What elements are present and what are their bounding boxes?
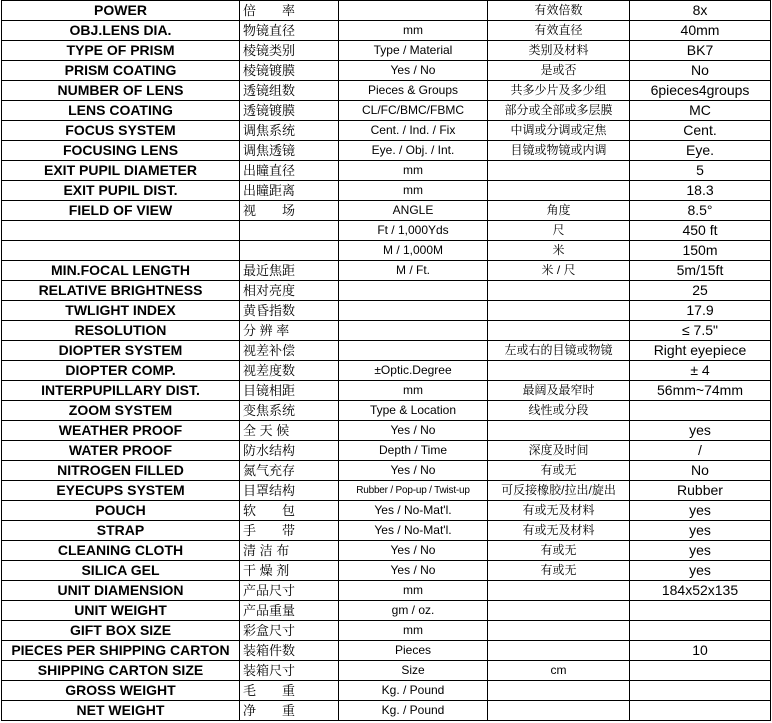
spec-value bbox=[630, 621, 771, 641]
spec-note: 线性或分段 bbox=[488, 401, 630, 421]
spec-table-body bbox=[2, 1, 771, 721]
spec-value: / bbox=[630, 441, 771, 461]
spec-name-en: OBJ.LENS DIA. bbox=[2, 21, 240, 41]
spec-value: 25 bbox=[630, 281, 771, 301]
spec-value: 184x52x135 bbox=[630, 581, 771, 601]
spec-name-en: FOCUS SYSTEM bbox=[2, 121, 240, 141]
spec-name-cn: 净 重 bbox=[240, 701, 339, 721]
spec-name-en: NUMBER OF LENS bbox=[2, 81, 240, 101]
spec-value: MC bbox=[630, 101, 771, 121]
spec-note: 有效倍数 bbox=[488, 1, 630, 21]
spec-note: 米 / 尺 bbox=[488, 261, 630, 281]
spec-note bbox=[488, 161, 630, 181]
spec-name-en: NITROGEN FILLED bbox=[2, 461, 240, 481]
spec-name-en: SILICA GEL bbox=[2, 561, 240, 581]
table-row bbox=[2, 61, 771, 81]
spec-name-cn: 产品重量 bbox=[240, 601, 339, 621]
spec-value: Rubber bbox=[630, 481, 771, 501]
spec-name-cn: 变焦系统 bbox=[240, 401, 339, 421]
spec-name-cn: 手 带 bbox=[240, 521, 339, 541]
spec-name-cn: 倍 率 bbox=[240, 1, 339, 21]
spec-value: 150m bbox=[630, 241, 771, 261]
spec-name-en: TYPE OF PRISM bbox=[2, 41, 240, 61]
spec-value: 8x bbox=[630, 1, 771, 21]
spec-unit bbox=[339, 281, 488, 301]
spec-note: 有或无 bbox=[488, 461, 630, 481]
spec-name-cn: 调焦透镜 bbox=[240, 141, 339, 161]
spec-unit: Size bbox=[339, 661, 488, 681]
spec-unit: Kg. / Pound bbox=[339, 701, 488, 721]
spec-name-cn: 目镜相距 bbox=[240, 381, 339, 401]
spec-name-cn: 彩盒尺寸 bbox=[240, 621, 339, 641]
spec-note: 最阔及最窄时 bbox=[488, 381, 630, 401]
spec-value: No bbox=[630, 461, 771, 481]
spec-unit bbox=[339, 1, 488, 21]
spec-note bbox=[488, 301, 630, 321]
spec-unit: Type & Location bbox=[339, 401, 488, 421]
spec-note: 米 bbox=[488, 241, 630, 261]
spec-name-en: CLEANING CLOTH bbox=[2, 541, 240, 561]
spec-note: 可反接橡胶/拉出/旋出 bbox=[488, 481, 630, 501]
spec-name-cn: 清 洁 布 bbox=[240, 541, 339, 561]
spec-unit: M / 1,000M bbox=[339, 241, 488, 261]
spec-value: 17.9 bbox=[630, 301, 771, 321]
spec-unit: Type / Material bbox=[339, 41, 488, 61]
spec-unit: Yes / No bbox=[339, 461, 488, 481]
spec-note: 类别及材料 bbox=[488, 41, 630, 61]
spec-name-en: EYECUPS SYSTEM bbox=[2, 481, 240, 501]
spec-unit: Kg. / Pound bbox=[339, 681, 488, 701]
spec-note: 部分或全部或多层膜 bbox=[488, 101, 630, 121]
spec-name-cn: 调焦系统 bbox=[240, 121, 339, 141]
table-row bbox=[2, 561, 771, 581]
spec-note: 有效直径 bbox=[488, 21, 630, 41]
table-row bbox=[2, 361, 771, 381]
table-row bbox=[2, 141, 771, 161]
spec-unit: Ft / 1,000Yds bbox=[339, 221, 488, 241]
spec-name-cn: 装箱件数 bbox=[240, 641, 339, 661]
spec-name-cn: 视差度数 bbox=[240, 361, 339, 381]
table-row bbox=[2, 181, 771, 201]
spec-name-en bbox=[2, 241, 240, 261]
table-row bbox=[2, 1, 771, 21]
spec-note bbox=[488, 701, 630, 721]
spec-unit: mm bbox=[339, 381, 488, 401]
table-row bbox=[2, 341, 771, 361]
spec-value: 5 bbox=[630, 161, 771, 181]
spec-name-cn: 装箱尺寸 bbox=[240, 661, 339, 681]
spec-name-cn: 棱镜镀膜 bbox=[240, 61, 339, 81]
table-row bbox=[2, 161, 771, 181]
spec-unit: ±Optic.Degree bbox=[339, 361, 488, 381]
spec-name-en: GROSS WEIGHT bbox=[2, 681, 240, 701]
spec-value: 450 ft bbox=[630, 221, 771, 241]
spec-name-cn: 相对亮度 bbox=[240, 281, 339, 301]
spec-note bbox=[488, 581, 630, 601]
spec-name-en: MIN.FOCAL LENGTH bbox=[2, 261, 240, 281]
table-row bbox=[2, 461, 771, 481]
spec-value: ≤ 7.5" bbox=[630, 321, 771, 341]
spec-name-en: PIECES PER SHIPPING CARTON bbox=[2, 641, 240, 661]
spec-value: ± 4 bbox=[630, 361, 771, 381]
spec-note bbox=[488, 361, 630, 381]
spec-value: yes bbox=[630, 561, 771, 581]
table-row bbox=[2, 101, 771, 121]
table-row bbox=[2, 701, 771, 721]
table-row bbox=[2, 661, 771, 681]
spec-value: yes bbox=[630, 521, 771, 541]
spec-name-en: PRISM COATING bbox=[2, 61, 240, 81]
spec-unit: Yes / No-Mat'l. bbox=[339, 521, 488, 541]
spec-name-cn: 目罩结构 bbox=[240, 481, 339, 501]
spec-value bbox=[630, 601, 771, 621]
table-row bbox=[2, 621, 771, 641]
spec-name-cn: 分 辨 率 bbox=[240, 321, 339, 341]
spec-unit: ANGLE bbox=[339, 201, 488, 221]
table-row bbox=[2, 601, 771, 621]
spec-value bbox=[630, 681, 771, 701]
spec-unit: Eye. / Obj. / Int. bbox=[339, 141, 488, 161]
spec-name-cn: 干 燥 剂 bbox=[240, 561, 339, 581]
spec-value: No bbox=[630, 61, 771, 81]
spec-name-en: DIOPTER SYSTEM bbox=[2, 341, 240, 361]
spec-note bbox=[488, 281, 630, 301]
spec-name-cn: 全 天 候 bbox=[240, 421, 339, 441]
table-row bbox=[2, 281, 771, 301]
spec-name-cn: 视 场 bbox=[240, 201, 339, 221]
spec-name-en: FIELD OF VIEW bbox=[2, 201, 240, 221]
spec-note: 左或右的目镜或物镜 bbox=[488, 341, 630, 361]
spec-name-cn: 氮气充存 bbox=[240, 461, 339, 481]
spec-value: Cent. bbox=[630, 121, 771, 141]
spec-unit: Yes / No bbox=[339, 61, 488, 81]
spec-unit: Yes / No-Mat'l. bbox=[339, 501, 488, 521]
spec-value: yes bbox=[630, 501, 771, 521]
spec-value: 10 bbox=[630, 641, 771, 661]
spec-unit bbox=[339, 321, 488, 341]
spec-name-en: UNIT WEIGHT bbox=[2, 601, 240, 621]
spec-value: 8.5° bbox=[630, 201, 771, 221]
spec-name-en: POWER bbox=[2, 1, 240, 21]
spec-name-cn: 黄昏指数 bbox=[240, 301, 339, 321]
table-row bbox=[2, 121, 771, 141]
spec-name-en: LENS COATING bbox=[2, 101, 240, 121]
spec-value bbox=[630, 661, 771, 681]
spec-name-en: POUCH bbox=[2, 501, 240, 521]
spec-note: 是或否 bbox=[488, 61, 630, 81]
table-row bbox=[2, 401, 771, 421]
table-row bbox=[2, 21, 771, 41]
spec-name-en: GIFT BOX SIZE bbox=[2, 621, 240, 641]
spec-name-cn: 防水结构 bbox=[240, 441, 339, 461]
spec-name-en: INTERPUPILLARY DIST. bbox=[2, 381, 240, 401]
spec-note bbox=[488, 181, 630, 201]
spec-unit: Cent. / Ind. / Fix bbox=[339, 121, 488, 141]
spec-note: cm bbox=[488, 661, 630, 681]
spec-name-en: ZOOM SYSTEM bbox=[2, 401, 240, 421]
table-row bbox=[2, 381, 771, 401]
table-row bbox=[2, 681, 771, 701]
spec-name-cn bbox=[240, 221, 339, 241]
spec-name-cn: 产品尺寸 bbox=[240, 581, 339, 601]
spec-note bbox=[488, 641, 630, 661]
spec-value: yes bbox=[630, 421, 771, 441]
spec-value: 56mm~74mm bbox=[630, 381, 771, 401]
spec-unit: mm bbox=[339, 181, 488, 201]
spec-note: 角度 bbox=[488, 201, 630, 221]
table-row bbox=[2, 501, 771, 521]
spec-name-en: SHIPPING CARTON SIZE bbox=[2, 661, 240, 681]
spec-value: Right eyepiece bbox=[630, 341, 771, 361]
spec-name-cn bbox=[240, 241, 339, 261]
spec-table bbox=[1, 0, 771, 721]
spec-name-en: EXIT PUPIL DIAMETER bbox=[2, 161, 240, 181]
spec-value: Eye. bbox=[630, 141, 771, 161]
spec-unit: CL/FC/BMC/FBMC bbox=[339, 101, 488, 121]
spec-name-en: NET WEIGHT bbox=[2, 701, 240, 721]
table-row bbox=[2, 321, 771, 341]
spec-name-en: UNIT DIAMENSION bbox=[2, 581, 240, 601]
spec-name-en: DIOPTER COMP. bbox=[2, 361, 240, 381]
table-row bbox=[2, 421, 771, 441]
spec-note bbox=[488, 421, 630, 441]
table-row bbox=[2, 521, 771, 541]
spec-name-en: RELATIVE BRIGHTNESS bbox=[2, 281, 240, 301]
spec-note: 深度及时间 bbox=[488, 441, 630, 461]
spec-value bbox=[630, 401, 771, 421]
spec-unit: Yes / No bbox=[339, 541, 488, 561]
table-row bbox=[2, 641, 771, 661]
table-row bbox=[2, 221, 771, 241]
spec-name-cn: 棱镜类别 bbox=[240, 41, 339, 61]
spec-note: 中调或分调或定焦 bbox=[488, 121, 630, 141]
spec-unit: Pieces bbox=[339, 641, 488, 661]
spec-note bbox=[488, 601, 630, 621]
spec-name-en: EXIT PUPIL DIST. bbox=[2, 181, 240, 201]
spec-unit: Yes / No bbox=[339, 561, 488, 581]
spec-name-cn: 软 包 bbox=[240, 501, 339, 521]
spec-unit bbox=[339, 301, 488, 321]
spec-value: 40mm bbox=[630, 21, 771, 41]
table-row bbox=[2, 481, 771, 501]
spec-name-cn: 出瞳直径 bbox=[240, 161, 339, 181]
spec-name-cn: 毛 重 bbox=[240, 681, 339, 701]
spec-note: 尺 bbox=[488, 221, 630, 241]
spec-name-en: STRAP bbox=[2, 521, 240, 541]
spec-unit: M / Ft. bbox=[339, 261, 488, 281]
spec-note: 有或无 bbox=[488, 541, 630, 561]
spec-value: 18.3 bbox=[630, 181, 771, 201]
spec-name-en bbox=[2, 221, 240, 241]
spec-unit: mm bbox=[339, 621, 488, 641]
spec-note: 有或无及材料 bbox=[488, 501, 630, 521]
spec-unit: Rubber / Pop-up / Twist-up bbox=[339, 481, 488, 501]
spec-value: 5m/15ft bbox=[630, 261, 771, 281]
spec-value bbox=[630, 701, 771, 721]
spec-name-en: TWLIGHT INDEX bbox=[2, 301, 240, 321]
spec-name-cn: 最近焦距 bbox=[240, 261, 339, 281]
spec-note: 有或无及材料 bbox=[488, 521, 630, 541]
table-row bbox=[2, 541, 771, 561]
spec-note: 有或无 bbox=[488, 561, 630, 581]
spec-unit: Pieces & Groups bbox=[339, 81, 488, 101]
spec-name-cn: 透镜镀膜 bbox=[240, 101, 339, 121]
table-row bbox=[2, 261, 771, 281]
spec-unit: gm / oz. bbox=[339, 601, 488, 621]
spec-name-cn: 视差补偿 bbox=[240, 341, 339, 361]
table-row bbox=[2, 81, 771, 101]
spec-value: BK7 bbox=[630, 41, 771, 61]
table-row bbox=[2, 201, 771, 221]
spec-name-cn: 透镜组数 bbox=[240, 81, 339, 101]
spec-unit: Depth / Time bbox=[339, 441, 488, 461]
spec-note bbox=[488, 681, 630, 701]
spec-unit: Yes / No bbox=[339, 421, 488, 441]
spec-value: yes bbox=[630, 541, 771, 561]
spec-name-en: RESOLUTION bbox=[2, 321, 240, 341]
spec-name-en: WEATHER PROOF bbox=[2, 421, 240, 441]
spec-unit: mm bbox=[339, 161, 488, 181]
table-row bbox=[2, 581, 771, 601]
table-row bbox=[2, 301, 771, 321]
spec-note: 目镜或物镜或内调 bbox=[488, 141, 630, 161]
spec-name-en: WATER PROOF bbox=[2, 441, 240, 461]
table-row bbox=[2, 241, 771, 261]
spec-value: 6pieces4groups bbox=[630, 81, 771, 101]
spec-note bbox=[488, 621, 630, 641]
spec-name-cn: 出瞳距离 bbox=[240, 181, 339, 201]
spec-unit: mm bbox=[339, 581, 488, 601]
table-row bbox=[2, 441, 771, 461]
spec-unit: mm bbox=[339, 21, 488, 41]
spec-note: 共多少片及多少组 bbox=[488, 81, 630, 101]
spec-name-cn: 物镜直径 bbox=[240, 21, 339, 41]
spec-name-en: FOCUSING LENS bbox=[2, 141, 240, 161]
table-row bbox=[2, 41, 771, 61]
spec-note bbox=[488, 321, 630, 341]
spec-unit bbox=[339, 341, 488, 361]
